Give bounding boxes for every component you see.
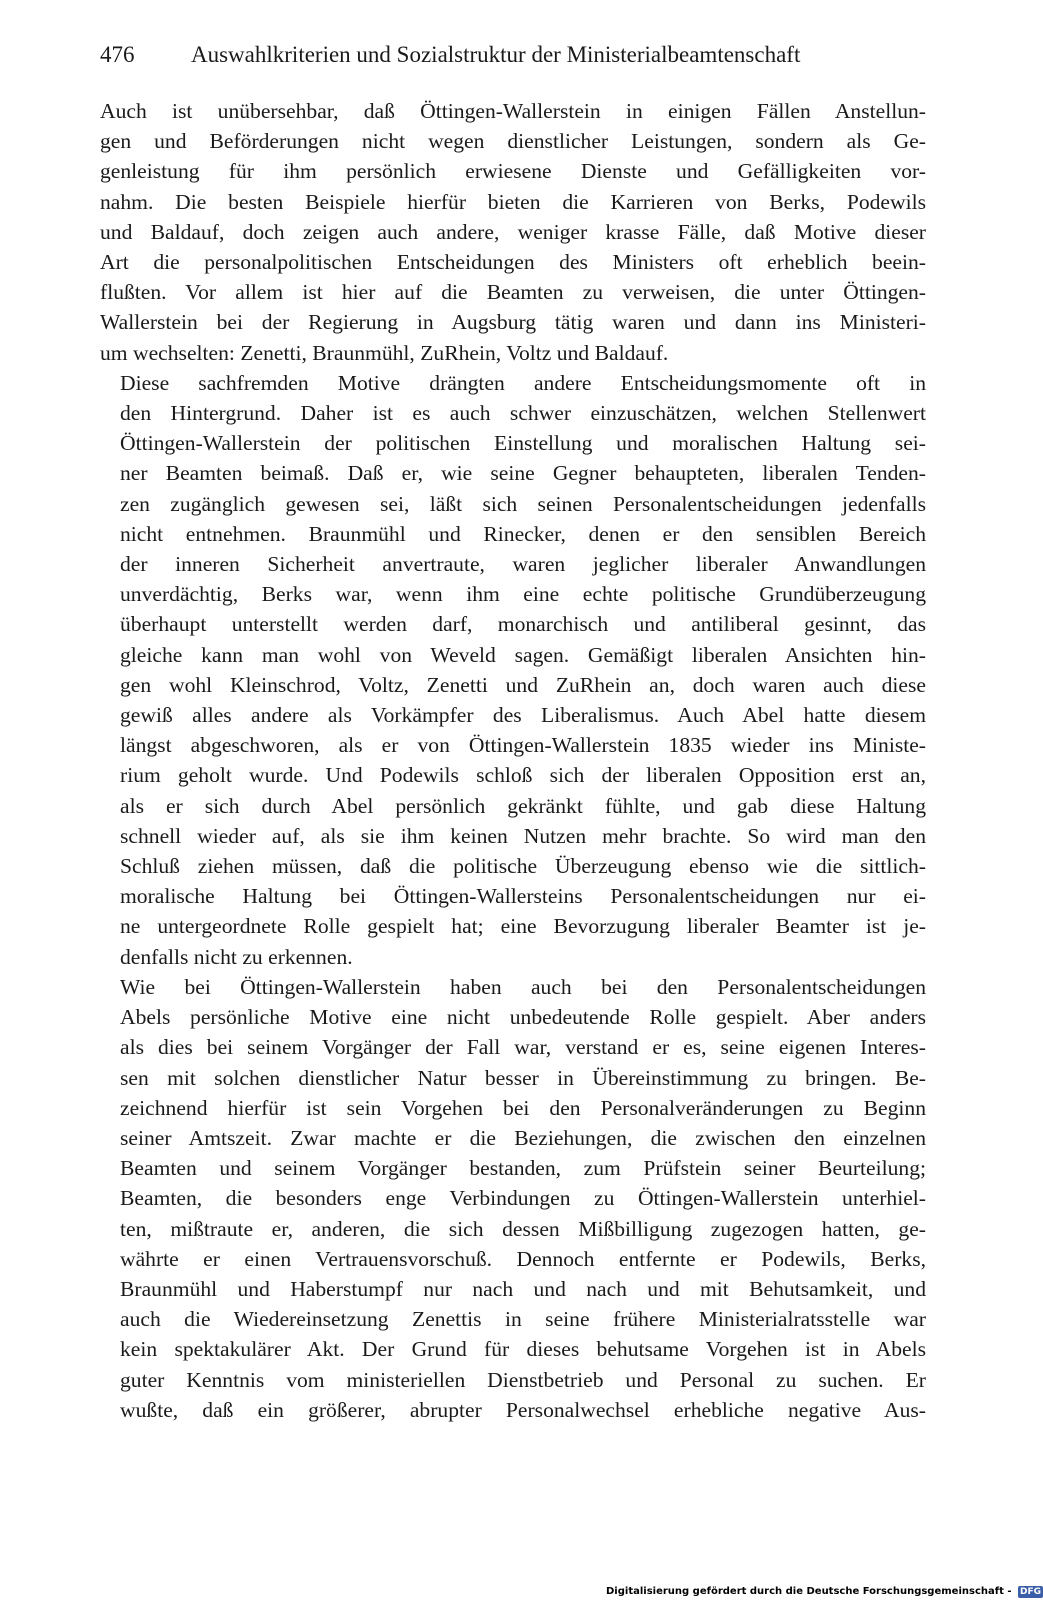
- text-line: nicht entnehmen. Braunmühl und Rinecker, denen er den sensiblen Bereich: [120, 521, 926, 546]
- text-line: den Hintergrund. Daher ist es auch schwer einzuschätzen, welchen Stellenwert: [120, 401, 926, 426]
- text-line: Auch ist unübersehbar, daß Öttingen-Wallerstein in einigen Fällen Anstellun-: [100, 99, 926, 123]
- text-line: Beamten, die besonders enge Verbindungen zu Öttingen-Wallerstein unterhiel-: [120, 1186, 926, 1211]
- text-line: rium geholt wurde. Und Podewils schloß sich der liberalen Opposition erst an,: [120, 763, 926, 788]
- text-line: Braunmühl und Haberstumpf nur nach und nach und mit Behutsamkeit, und: [120, 1276, 926, 1301]
- text-line: und Baldauf, doch zeigen auch andere, weniger krasse Fälle, daß Motive dieser: [100, 219, 926, 244]
- text-line: Wie bei Öttingen-Wallerstein haben auch bei den Personalentscheidungen: [120, 974, 926, 999]
- text-line: Art die personalpolitischen Entscheidungen des Ministers oft erheblich beein-: [100, 250, 926, 275]
- text-line: gleiche kann man wohl von Weveld sagen. Gemäßigt liberalen Ansichten hin-: [120, 642, 926, 667]
- text-line: der inneren Sicherheit anvertraute, waren jeglicher liberaler Anwandlungen: [120, 552, 926, 577]
- text-line: Schluß ziehen müssen, daß die politische Überzeugung ebenso wie die sittlich-: [120, 854, 926, 879]
- text-line: kein spektakulärer Akt. Der Grund für dieses behutsame Vorgehen ist in Abels: [120, 1337, 926, 1362]
- text-line: nahm. Die besten Beispiele hierfür bieten die Karrieren von Berks, Podewils: [100, 189, 926, 214]
- page-number: 476: [100, 42, 135, 67]
- text-line: guter Kenntnis vom ministeriellen Dienstbetrieb und Personal zu suchen. Er: [120, 1367, 926, 1392]
- digitization-footer: [606, 1585, 1043, 1599]
- text-line: ner Beamten beimaß. Daß er, wie seine Gegner behaupteten, liberalen Tenden-: [120, 461, 926, 486]
- text-line: Öttingen-Wallerstein der politischen Einstellung und moralischen Haltung sei-: [120, 431, 926, 456]
- text-line: denfalls nicht zu erkennen.: [120, 944, 353, 969]
- text-line: ten, mißtraute er, anderen, die sich dessen Mißbilligung zugezogen hatten, ge-: [120, 1216, 926, 1241]
- running-title: Auswahlkriterien und Sozialstruktur der Ministerialbeamtenschaft: [191, 42, 801, 67]
- footer-credit: Digitalisierung gefördert durch die Deutsche Forschungsgemeinschaft -: [606, 1586, 1012, 1597]
- text-line: Abels persönliche Motive eine nicht unbedeutende Rolle gespielt. Aber anders: [120, 1005, 926, 1030]
- text-line: genleistung für ihm persönlich erwiesene Dienste und Gefälligkeiten vor-: [100, 159, 926, 184]
- text-line: als er sich durch Abel persönlich gekränkt fühlte, und gab diese Haltung: [120, 793, 926, 818]
- text-line: als dies bei seinem Vorgänger der Fall war, verstand er es, seine eigenen Interes-: [120, 1035, 926, 1060]
- running-header: [100, 38, 920, 72]
- text-line: überhaupt unterstellt werden darf, monarchisch und antiliberal gesinnt, das: [120, 612, 926, 637]
- text-line: um wechselten: Zenetti, Braunmühl, ZuRhein, Voltz und Baldauf.: [100, 340, 669, 365]
- text-line: gewiß alles andere als Vorkämpfer des Liberalismus. Auch Abel hatte diesem: [120, 703, 926, 728]
- paragraph-2: [100, 368, 926, 972]
- text-line: Wallerstein bei der Regierung in Augsburg tätig waren und dann ins Ministeri-: [100, 310, 926, 335]
- body-text: [100, 96, 926, 1425]
- text-line: zeichnend hierfür ist sein Vorgehen bei den Personalveränderungen zu Beginn: [120, 1095, 926, 1120]
- dfg-logo: DFG: [1020, 1587, 1042, 1597]
- text-line: gen und Beförderungen nicht wegen dienstlicher Leistungen, sondern als Ge-: [100, 129, 926, 154]
- text-line: auch die Wiedereinsetzung Zenettis in seine frühere Ministerialratsstelle war: [120, 1307, 926, 1332]
- text-line: Diese sachfremden Motive drängten andere Entscheidungsmomente oft in: [120, 370, 926, 395]
- text-line: moralische Haltung bei Öttingen-Wallersteins Personalentscheidungen nur ei-: [120, 884, 926, 909]
- paragraph-1: [100, 96, 926, 368]
- text-line: zen zugänglich gewesen sei, läßt sich seinen Personalentscheidungen jedenfalls: [120, 491, 926, 516]
- text-line: schnell wieder auf, als sie ihm keinen Nutzen mehr brachte. So wird man den: [120, 823, 926, 848]
- text-line: sen mit solchen dienstlicher Natur besser in Übereinstimmung zu bringen. Be-: [120, 1065, 926, 1090]
- text-line: gen wohl Kleinschrod, Voltz, Zenetti und ZuRhein an, doch waren auch diese: [120, 672, 926, 697]
- text-line: längst abgeschworen, als er von Öttingen-Wallerstein 1835 wieder ins Ministe-: [120, 733, 926, 758]
- text-line: wußte, daß ein größerer, abrupter Personalwechsel erhebliche negative Aus-: [120, 1397, 926, 1422]
- text-line: Beamten und seinem Vorgänger bestanden, zum Prüfstein seiner Beurteilung;: [120, 1156, 926, 1181]
- text-line: währte er einen Vertrauensvorschuß. Dennoch entfernte er Podewils, Berks,: [120, 1246, 926, 1271]
- paragraph-3: [100, 972, 926, 1425]
- text-line: ne untergeordnete Rolle gespielt hat; eine Bevorzugung liberaler Beamter ist je-: [120, 914, 926, 939]
- text-line: seiner Amtszeit. Zwar machte er die Beziehungen, die zwischen den einzelnen: [120, 1125, 926, 1150]
- text-line: flußten. Vor allem ist hier auf die Beamten zu verweisen, die unter Öttingen-: [100, 280, 926, 305]
- text-line: unverdächtig, Berks war, wenn ihm eine echte politische Grundüberzeugung: [120, 582, 926, 607]
